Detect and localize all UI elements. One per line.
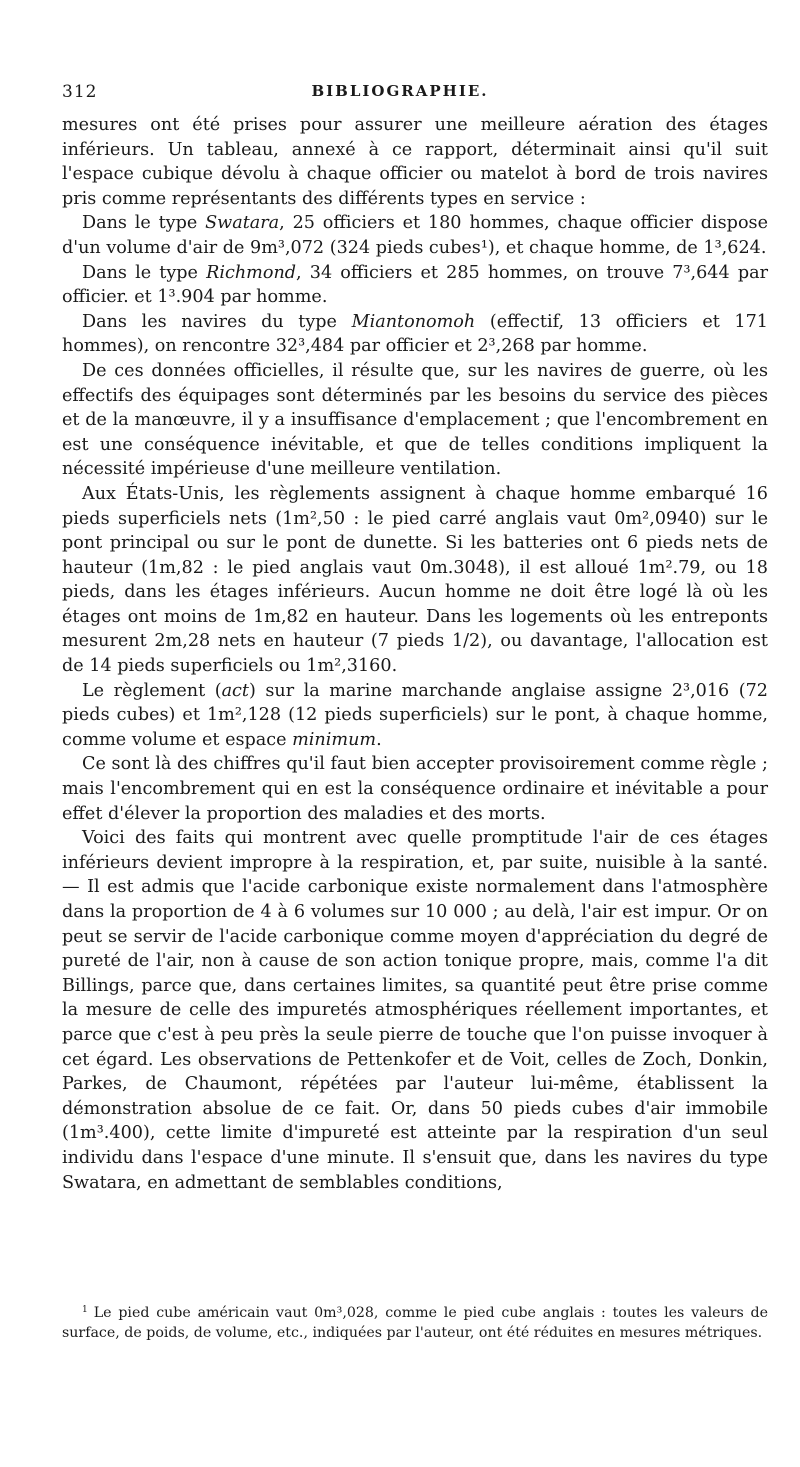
footnote	[62, 1303, 768, 1343]
ship-type-name: Miantonomoh	[351, 311, 476, 332]
page-header	[62, 82, 738, 108]
paragraph: Le règlement (act) sur la marine marchande anglaise assigne 2³,016 (72 pieds cubes) et 1m²,128 (12 pieds superficiels) sur le pont, à chaque homme, comme volume et espace minimum.	[62, 680, 768, 750]
paragraph: Aux États-Unis, les règlements assignent à chaque homme embarqué 16 pieds superficiels nets (1m²,50 : le pied carré anglais vaut 0m²,0940) sur le pont principal ou sur le pont de dunette. Si les batteries ont 6 pieds nets de hauteur (1m,82 : le pied anglais vaut 0m.3048), il est alloué 1m².79, ou 18 pieds, dans les étages inférieurs. Aucun homme ne doit être logé là où les étages ont moins de 1m,82 en hauteur. Dans les logements où les entreponts mesurent 2m,28 nets en hauteur (7 pieds 1/2), ou davantage, l'allocation est de 14 pieds superficiels ou 1m²,3160.	[62, 483, 768, 677]
paragraph: Dans les navires du type Miantonomoh (effectif, 13 officiers et 171 hommes), on rencontre 32³,484 par officier et 2³,268 par homme.	[62, 311, 768, 357]
footnote-text: Le pied cube américain vaut 0m³,028, comme le pied cube anglais : toutes les valeurs de surface, de poids, de volume, etc., indiquées par l'auteur, ont été réduites en mesures métriques.	[62, 1305, 768, 1341]
body-text	[62, 113, 768, 1195]
footnote-marker: 1	[82, 1305, 88, 1315]
ship-type-name: Swatara	[205, 213, 280, 234]
paragraph: Ce sont là des chiffres qu'il faut bien accepter provisoirement comme règle ; mais l'encombrement qui en est la conséquence ordinaire et inévitable a pour effet d'élever la proportion des maladies et des morts.	[62, 754, 768, 824]
paragraph: mesures ont été prises pour assurer une meilleure aération des étages inférieurs. Un tableau, annexé à ce rapport, déterminait ainsi qu'il suit l'espace cubique dévolu à chaque officier ou matelot à bord de trois navires pris comme représentants des différents types en service :	[62, 115, 768, 209]
paragraph: Dans le type Swatara, 25 officiers et 180 hommes, chaque officier dispose d'un volume d'air de 9m³,072 (324 pieds cubes¹), et chaque homme, de 1³,624.	[62, 213, 768, 258]
paragraph: Dans le type Richmond, 34 officiers et 285 hommes, on trouve 7³,644 par officier. et 1³.904 par homme.	[62, 262, 768, 308]
page-number: 312	[62, 82, 98, 102]
paragraph: De ces données officielles, il résulte que, sur les navires de guerre, où les effectifs des équipages sont déterminés par les besoins du service des pièces et de la manœuvre, il y a insuffisance d'emplacement ; que l'encombrement en est une conséquence inévitable, et que de telles conditions impliquent la nécessité impérieuse d'une meilleure ventilation.	[62, 360, 768, 480]
paragraph: Voici des faits qui montrent avec quelle promptitude l'air de ces étages inférieurs devient impropre à la respiration, et, par suite, nuisible à la santé. — Il est admis que l'acide carbonique existe normalement dans l'atmosphère dans la proportion de 4 à 6 volumes sur 10 000 ; au delà, l'air est impur. Or on peut se servir de l'acide carbonique comme moyen d'appréciation du degré de pureté de l'air, non à cause de son action tonique propre, mais, comme l'a dit Billings, parce que, dans certaines limites, sa quantité peut être prise comme la mesure de celle des impuretés atmosphériques réellement importantes, et parce que c'est à peu près la seule pierre de touche que l'on puisse invoquer à cet égard. Les observations de Pettenkofer et de Voit, celles de Zoch, Donkin, Parkes, de Chaumont, répétées par l'auteur lui-même, établissent la démonstration absolue de ce fait. Or, dans 50 pieds cubes d'air immobile (1m³.400), cette limite d'impureté est atteinte par la respiration d'un seul individu dans l'espace d'une minute. Il s'ensuit que, dans les navires du type Swatara, en admettant de semblables conditions,	[62, 828, 768, 1193]
running-title: BIBLIOGRAPHIE.	[311, 82, 489, 100]
ship-type-name: Richmond	[206, 262, 297, 283]
